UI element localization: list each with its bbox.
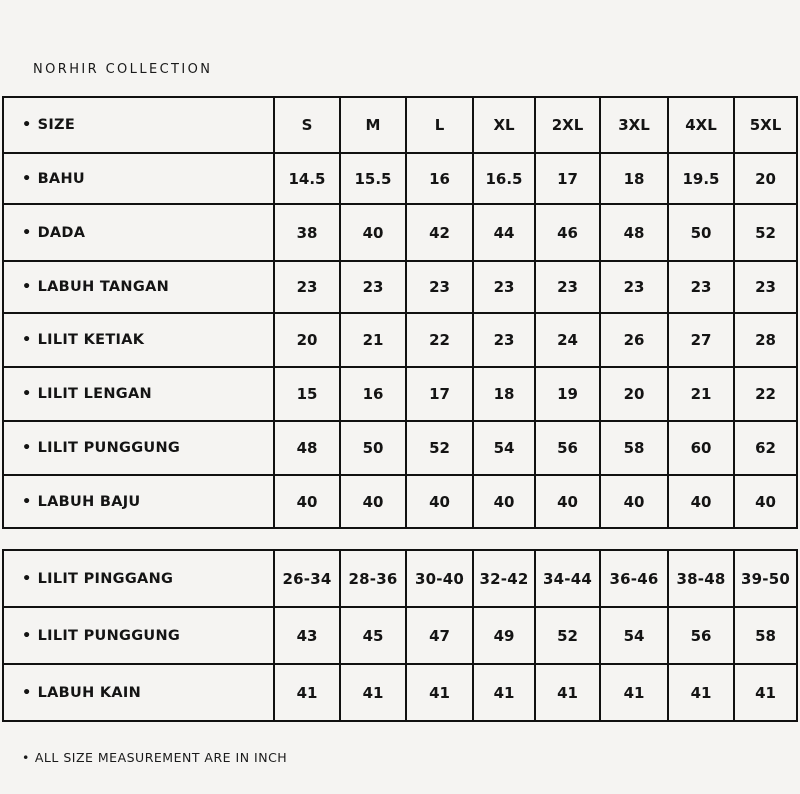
bullet-icon: • [22, 440, 32, 456]
table-cell: 54 [600, 607, 668, 664]
table-cell: 40 [600, 475, 668, 528]
table-cell: 52 [406, 421, 473, 475]
bullet-icon: • [22, 627, 32, 644]
table-cell: 20 [274, 313, 340, 367]
table-cell: 38-48 [668, 550, 734, 607]
table-cell: 41 [274, 664, 340, 721]
row-label-labuh-kain [3, 664, 274, 721]
row-label-size [3, 97, 274, 153]
bullet-icon: • [22, 570, 32, 587]
table-cell: 48 [274, 421, 340, 475]
table-header-row [3, 97, 797, 153]
table-cell: 58 [600, 421, 668, 475]
table-cell: 19 [535, 367, 600, 421]
table-cell: 20 [600, 367, 668, 421]
row-label-text: LILIT PINGGANG [37, 570, 174, 587]
size-chart-table-tops [2, 96, 798, 529]
bullet-icon: • [22, 684, 32, 701]
size-header-cell: 5XL [734, 97, 797, 153]
size-header-cell: 4XL [668, 97, 734, 153]
table-cell: 18 [600, 153, 668, 204]
table-cell: 22 [406, 313, 473, 367]
table-cell: 16.5 [473, 153, 535, 204]
table-cell: 22 [734, 367, 797, 421]
table-cell: 23 [535, 261, 600, 313]
table-row [3, 261, 797, 313]
table-cell: 56 [668, 607, 734, 664]
table-cell: 41 [340, 664, 406, 721]
note-text: ALL SIZE MEASUREMENT ARE IN INCH [34, 750, 288, 765]
table-cell: 36-46 [600, 550, 668, 607]
table-cell: 23 [274, 261, 340, 313]
measurement-note [22, 750, 287, 765]
table-cell: 50 [340, 421, 406, 475]
size-header-cell: XL [473, 97, 535, 153]
table-cell: 47 [406, 607, 473, 664]
bullet-icon: • [22, 224, 32, 241]
table-cell: 34-44 [535, 550, 600, 607]
table-cell: 23 [668, 261, 734, 313]
table-cell: 38 [274, 204, 340, 261]
row-label-dada [3, 204, 274, 261]
row-label-labuh-tangan [3, 261, 274, 313]
table-row [3, 550, 797, 607]
row-label-lilit-punggung [3, 421, 274, 475]
row-label-text: LABUH KAIN [37, 684, 142, 701]
row-label-text: LILIT PUNGGUNG [37, 627, 181, 644]
table-cell: 15.5 [340, 153, 406, 204]
table-cell: 49 [473, 607, 535, 664]
table-cell: 24 [535, 313, 600, 367]
table-cell: 40 [340, 475, 406, 528]
table-cell: 23 [473, 261, 535, 313]
row-label-text: LILIT LENGAN [37, 386, 152, 402]
row-label-bahu [3, 153, 274, 204]
table-cell: 16 [406, 153, 473, 204]
table-cell: 58 [734, 607, 797, 664]
row-label-lilit-pinggang [3, 550, 274, 607]
table-cell: 44 [473, 204, 535, 261]
row-label-lilit-lengan [3, 367, 274, 421]
table-cell: 41 [406, 664, 473, 721]
table-cell: 56 [535, 421, 600, 475]
bullet-icon: • [22, 170, 32, 187]
table-cell: 16 [340, 367, 406, 421]
bullet-icon: • [22, 332, 32, 348]
table-cell: 41 [535, 664, 600, 721]
table-cell: 21 [340, 313, 406, 367]
table-cell: 20 [734, 153, 797, 204]
table-cell: 50 [668, 204, 734, 261]
row-label-text: SIZE [37, 117, 76, 133]
table-cell: 26-34 [274, 550, 340, 607]
table-row [3, 607, 797, 664]
size-header-cell: M [340, 97, 406, 153]
table-cell: 40 [535, 475, 600, 528]
table-row [3, 204, 797, 261]
table-row [3, 367, 797, 421]
table-cell: 41 [473, 664, 535, 721]
bullet-icon: • [22, 117, 32, 133]
size-header-cell: 2XL [535, 97, 600, 153]
table-cell: 62 [734, 421, 797, 475]
table-cell: 39-50 [734, 550, 797, 607]
table-cell: 21 [668, 367, 734, 421]
row-label-text: LABUH TANGAN [37, 279, 170, 295]
table-cell: 30-40 [406, 550, 473, 607]
table-cell: 41 [600, 664, 668, 721]
size-chart-table-bottoms [2, 549, 798, 722]
table-cell: 41 [734, 664, 797, 721]
row-label-text: LILIT PUNGGUNG [37, 440, 181, 456]
table-row [3, 421, 797, 475]
table-cell: 27 [668, 313, 734, 367]
table-cell: 26 [600, 313, 668, 367]
table-cell: 43 [274, 607, 340, 664]
table-cell: 15 [274, 367, 340, 421]
table-cell: 40 [668, 475, 734, 528]
table-cell: 23 [734, 261, 797, 313]
row-label-text: LABUH BAJU [37, 493, 141, 510]
table-row [3, 475, 797, 528]
table-cell: 28 [734, 313, 797, 367]
table-cell: 45 [340, 607, 406, 664]
table-cell: 19.5 [668, 153, 734, 204]
size-header-cell: 3XL [600, 97, 668, 153]
table-cell: 54 [473, 421, 535, 475]
table-cell: 40 [340, 204, 406, 261]
table-row [3, 313, 797, 367]
row-label-lilit-punggung-bottom [3, 607, 274, 664]
table-cell: 14.5 [274, 153, 340, 204]
table-cell: 28-36 [340, 550, 406, 607]
table-cell: 23 [340, 261, 406, 313]
row-label-lilit-ketiak [3, 313, 274, 367]
table-cell: 40 [406, 475, 473, 528]
table-cell: 46 [535, 204, 600, 261]
table-cell: 41 [668, 664, 734, 721]
table-cell: 23 [600, 261, 668, 313]
row-label-text: BAHU [37, 170, 85, 187]
table-row [3, 664, 797, 721]
row-label-text: DADA [37, 224, 86, 241]
table-cell: 32-42 [473, 550, 535, 607]
table-cell: 48 [600, 204, 668, 261]
table-cell: 40 [473, 475, 535, 528]
row-label-labuh-baju [3, 475, 274, 528]
bullet-icon: • [22, 493, 32, 510]
table-cell: 17 [535, 153, 600, 204]
size-header-cell: S [274, 97, 340, 153]
table-cell: 23 [406, 261, 473, 313]
table-cell: 40 [274, 475, 340, 528]
table-row [3, 153, 797, 204]
bullet-icon: • [22, 386, 32, 402]
bullet-icon: • [22, 750, 30, 765]
table-cell: 40 [734, 475, 797, 528]
table-cell: 42 [406, 204, 473, 261]
table-cell: 52 [734, 204, 797, 261]
size-header-cell: L [406, 97, 473, 153]
table-cell: 60 [668, 421, 734, 475]
brand-title: NORHIR COLLECTION [33, 62, 213, 77]
row-label-text: LILIT KETIAK [37, 332, 145, 348]
table-cell: 52 [535, 607, 600, 664]
table-cell: 23 [473, 313, 535, 367]
bullet-icon: • [22, 279, 32, 295]
table-cell: 17 [406, 367, 473, 421]
table-cell: 18 [473, 367, 535, 421]
